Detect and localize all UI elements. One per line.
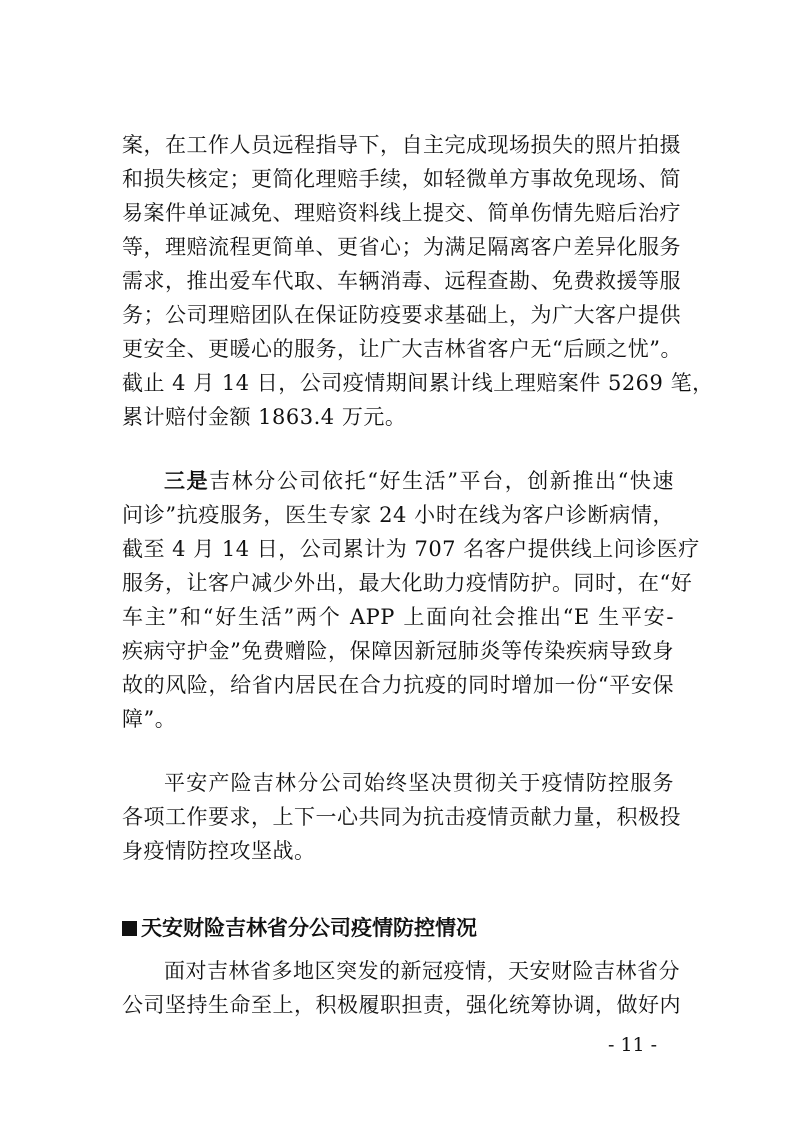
text-line: 案，在工作人员远程指导下，自主完成现场损失的照片拍摄 bbox=[122, 133, 681, 157]
text-line: 各项工作要求，上下一心共同为抗击疫情贡献力量，积极投 bbox=[122, 805, 681, 829]
text-line: 身疫情防控攻坚战。 bbox=[122, 839, 316, 863]
text-line: 公司坚持生命至上，积极履职担责，强化统筹协调，做好内 bbox=[122, 993, 681, 1017]
text-line: 故的风险，给省内居民在合力抗疫的同时增加一份“平安保 bbox=[122, 673, 674, 697]
text-line: 平安产险吉林分公司始终坚决贯彻关于疫情防控服务 bbox=[164, 771, 674, 795]
text-line: 累计赔付金额 1863.4 万元。 bbox=[122, 405, 407, 429]
text-line: 服务，让客户减少外出，最大化助力疫情防护。同时，在“好 bbox=[122, 571, 693, 595]
text-line: 等，理赔流程更简单、更省心；为满足隔离客户差异化服务 bbox=[122, 235, 681, 259]
text-line: 和损失核定；更简化理赔手续，如轻微单方事故免现场、简 bbox=[122, 167, 681, 191]
square-bullet-icon bbox=[122, 921, 137, 936]
text-line: 障”。 bbox=[122, 707, 177, 731]
section-heading-text: 天安财险吉林省分公司疫情防控情况 bbox=[141, 916, 477, 940]
text-line: 务；公司理赔团队在保证防疫要求基础上，为广大客户提供 bbox=[122, 303, 681, 327]
section-heading bbox=[122, 910, 477, 946]
text-line: 问诊”抗疫服务，医生专家 24 小时在线为客户诊断病情， bbox=[122, 503, 674, 527]
emphasis-lead: 三是 bbox=[164, 469, 210, 493]
page-number: - 11 - bbox=[608, 1034, 658, 1056]
text-line: 车主”和“好生活”两个 APP 上面向社会推出“E 生平安- bbox=[122, 605, 674, 629]
text-line: 需求，推出爱车代取、车辆消毒、远程查勘、免费救援等服 bbox=[122, 269, 681, 293]
text-line: 更安全、更暖心的服务，让广大吉林省客户无“后顾之忧”。 bbox=[122, 337, 682, 361]
text-line: 截至 4 月 14 日，公司累计为 707 名客户提供线上问诊医疗 bbox=[122, 537, 700, 561]
text-line: 疾病守护金”免费赠险，保障因新冠肺炎等传染疾病导致身 bbox=[122, 639, 674, 663]
text-line: 面对吉林省多地区突发的新冠疫情，天安财险吉林省分 bbox=[164, 959, 680, 983]
text-run: 吉林分公司依托“好生活”平台，创新推出“快速 bbox=[209, 469, 674, 493]
text-line bbox=[122, 464, 674, 498]
text-line: 截止 4 月 14 日，公司疫情期间累计线上理赔案件 5269 笔， bbox=[122, 371, 714, 395]
text-line: 易案件单证减免、理赔资料线上提交、简单伤情先赔后治疗 bbox=[122, 201, 681, 225]
